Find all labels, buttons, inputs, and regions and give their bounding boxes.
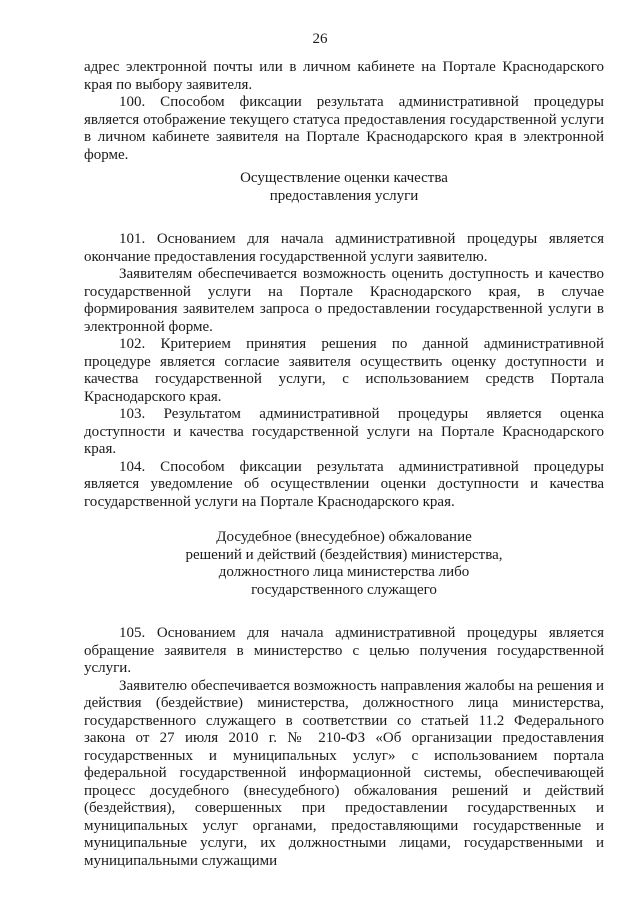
paragraph-105: 105. Основанием для начала административной процедуры является обращение заявителя в министерство с целью получения государственной услуги. [84,625,604,676]
paragraph-102: 102. Критерием принятия решения по данной административной процедуре является согласие заявителя осуществить оценку доступности и качества государственной услуги, с использованием средств Портала Краснодарского края. [84,336,604,405]
page-number: 26 [312,31,328,47]
heading-line: предоставления услуги [269,187,419,204]
paragraph-105-continued: Заявителю обеспечивается возможность направления жалобы на решения и действия (бездействие) министерства, должностного лица министерства, государственного служащего в соответствии со статьей 11.2 Федерального закона от 27 июля 2010 г. № 210-ФЗ «Об организации предоставления государственных и муниципальных услуг» с использованием портала федеральной государственной информационной системы, обеспечивающей процесс досудебного (внесудебного) обжалования решений и действий (бездействия), совершенных при предоставлении государственных и муниципальных услуг органами, предоставляющими государственные и муниципальные услуги, их должностными лицами, государственными и муниципальными служащими [84,677,605,869]
paragraph-101-continued: Заявителям обеспечивается возможность оценить доступность и качество государственной услуги на Портале Краснодарского края, в случае формирования заявителем запроса о предоставлении государственной услуги в электронной форме. [84,266,604,335]
heading-line: Досудебное (внесудебное) обжалование [216,529,472,545]
paragraph-group-bottom [84,625,604,870]
paragraph-continued: адрес электронной почты или в личном кабинете на Портале Краснодарского края по выбору заявителя. [84,59,604,93]
paragraph-100: 100. Способом фиксации результата административной процедуры является отображение текущего статуса предоставления государственной услуги в личном кабинете заявителя на Портале Краснодарского края в электронной форме. [84,94,604,163]
section-heading-quality-assessment [84,170,604,205]
paragraph-104: 104. Способом фиксации результата административной процедуры является уведомление об осуществлении оценки доступности и качества государственной услуги на Портале Краснодарского края. [84,458,604,510]
paragraph-101: 101. Основанием для начала административной процедуры является окончание предоставления государственной услуги заявителю. [84,231,604,265]
paragraph-group-top [84,59,604,164]
section-heading-pretrial-appeal [84,529,604,599]
heading-line: решений и действий (бездействия) министерства, [185,546,503,563]
paragraph-103: 103. Результатом административной процедуры является оценка доступности и качества государственной услуги на Портале Краснодарского края. [84,406,604,457]
heading-line: Осуществление оценки качества [240,170,448,186]
heading-line: государственного служащего [251,581,437,598]
paragraph-group-mid [84,231,604,511]
heading-line: должностного лица министерства либо [218,564,470,580]
document-body [84,59,604,870]
